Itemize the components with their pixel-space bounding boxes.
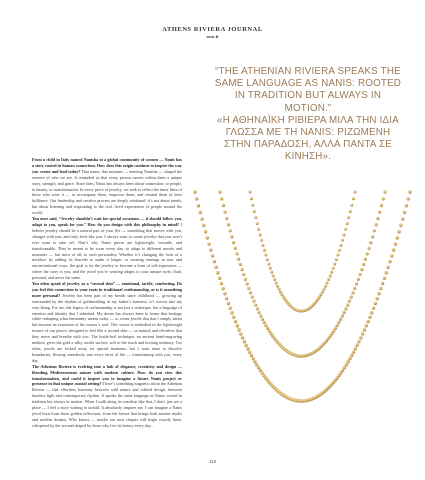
necklace-bead — [223, 210, 226, 213]
necklace-bead — [350, 204, 353, 207]
necklace-bead — [227, 302, 230, 305]
necklace-bead — [247, 287, 250, 290]
necklace-bead — [236, 324, 239, 327]
necklace-bead — [234, 320, 237, 323]
necklace-bead — [225, 297, 228, 300]
necklace-bead — [351, 291, 354, 294]
question-3: You often speak of jewelry as a “second skin” — emotional, tactile, comforting. Do you feel this connection to your roots in traditional craftsmanship, or is it something more personal? — [32, 281, 182, 298]
necklace-bead — [362, 263, 365, 266]
necklace-bead — [358, 273, 361, 276]
necklace-bead — [350, 354, 353, 357]
necklace-bead — [353, 287, 356, 290]
necklace-bead — [321, 290, 324, 293]
article-paragraph-1 — [32, 157, 182, 216]
necklace-bead — [357, 340, 360, 343]
answer-3: Jewelry has been part of my breath since childhood — growing up surrounded by the rhythm of goldsmithing in my father’s business, it’s woven into my very being. For me, the legacy of craftsmanship is not just a technique, but a language of emotion and identity that I inherited. My desire has always been to honor that heritage while reshaping what femininity means today — to create jewels that don’t simply adorn but become an extension of the wearer’s soul. This vision is embodied in the lightweight texture of our pieces, designed to feel like a second skin — so natural and effortless that they move and breathe with you. The boule-boil technique, an ancient hand-engraving method, gives the gold a silky, tactile surface, soft to the touch and inviting intimacy. Too often, jewels are locked away for special moments, but I want mine to dissolve boundaries, flowing seamlessly into every facet of life — transforming with you, every day. — [32, 292, 182, 363]
necklace-bead — [395, 236, 398, 239]
necklace-bead — [346, 222, 349, 225]
necklace-bead — [230, 311, 233, 314]
necklace-bead — [334, 327, 337, 330]
necklace-bead — [394, 242, 397, 245]
necklace-bead — [333, 262, 336, 265]
necklace-bead — [354, 347, 357, 350]
necklace-bead — [277, 288, 280, 291]
article-paragraph-4 — [32, 364, 182, 429]
necklace-bead — [339, 244, 342, 247]
necklace-bead — [335, 324, 338, 327]
necklace-bead — [397, 230, 400, 233]
necklace-bead — [200, 217, 203, 220]
necklace-bead — [229, 229, 232, 232]
necklace-bead — [225, 217, 228, 220]
necklace-bead — [330, 332, 333, 335]
necklace-bead — [401, 217, 404, 220]
necklace-bead — [341, 239, 344, 242]
necklace-bead — [380, 204, 383, 207]
necklace-bead — [276, 285, 279, 288]
necklace-bead — [252, 299, 255, 302]
necklace-bead — [370, 311, 373, 314]
necklace-bead — [269, 267, 272, 270]
necklace-bead — [361, 332, 364, 335]
necklace-bead — [343, 233, 346, 236]
pull-quote-english: “THE ATHENIAN RIVIERA SPEAKS THE SAME LANGUAGE AS NANIS: ROOTED IN TRADITION BUT ALWAYS IN MOTION.” — [214, 66, 402, 114]
pull-quote-greek: «Η ΑΘΗΝΑΪΚΗ ΡΙΒΙΕΡΑ ΜΙΛΑ ΤΗΝ ΙΔΙΑ ΓΛΩΣΣΑ ΜΕ ΤΗ NANIS: ΡΙΖΩΜΕΝΗ ΣΤΗΝ ΠΑΡΑΔΟΣΗ, ΑΛΛΑ ΠΑΝΤΑ ΣΕ ΚΙΝΗΣΗ». — [217, 114, 399, 163]
necklace-bead — [368, 315, 371, 318]
necklace-bead — [230, 235, 233, 238]
necklace-bead — [406, 197, 409, 200]
necklace-bead — [376, 217, 379, 220]
necklace-bead — [234, 247, 237, 250]
necklace-bead — [324, 285, 327, 288]
necklace-bead — [260, 239, 263, 242]
necklace-bead — [256, 222, 259, 225]
necklace-bead — [251, 357, 254, 360]
necklace-bead — [343, 311, 346, 314]
necklace-bead — [220, 197, 223, 200]
necklace-bead — [355, 282, 358, 285]
necklace-bead — [273, 278, 276, 281]
necklace-bead — [267, 262, 270, 265]
necklace-bead — [211, 254, 214, 257]
necklace-bead — [355, 344, 358, 347]
necklace-bead — [251, 204, 254, 207]
necklace-bead — [257, 228, 260, 231]
necklace-bead — [346, 360, 349, 363]
necklace-bead — [357, 278, 360, 281]
necklace-bead — [372, 306, 375, 309]
necklace-bead — [322, 288, 325, 291]
necklace-bead — [250, 354, 253, 357]
necklace-bead — [246, 347, 249, 350]
necklace-bead — [360, 268, 363, 271]
necklace-bead — [255, 363, 258, 366]
necklace-bead — [373, 229, 376, 232]
necklace-bead — [227, 223, 230, 226]
necklace-bead — [228, 306, 231, 309]
necklace-bead — [214, 266, 217, 269]
necklace-bead — [344, 307, 347, 310]
necklace-bead — [319, 293, 322, 296]
necklace-bead — [335, 258, 338, 261]
necklace-bead — [392, 248, 395, 251]
necklace-bead — [244, 278, 247, 281]
necklace-bead — [218, 190, 221, 193]
necklace-bead — [378, 210, 381, 213]
article-paragraph-2 — [32, 216, 182, 281]
necklace-bead — [364, 258, 367, 261]
necklace-bead — [257, 311, 260, 314]
necklace-bead — [390, 254, 393, 257]
necklace-bead — [347, 216, 350, 219]
necklace-bead — [250, 197, 253, 200]
answer-4: There’s something magnetic about the Athenian Riviera — that effortless harmony between wild nature and refined design, between timeless light and contemporary rhythm. It speaks the same language as Nanis: rooted in tradition but always in motion. When I walk along its coastline like that, I don’t just see a place — I feel a story waiting to unfold. It absolutely inspires me. I can imagine a Nanis jewel born from those golden reflections, from the breeze that brings both ancient myths and modern dreams. Who knows — maybe our next chapter will begin exactly there, whispered by the sea and shaped by those who live its beauty every day... — [32, 381, 182, 428]
necklace-bead — [270, 271, 273, 274]
necklace-bead — [382, 197, 385, 200]
necklace-bead — [254, 216, 257, 219]
necklace-bead — [377, 292, 380, 295]
necklace-bead — [213, 260, 216, 263]
necklace-bead — [197, 204, 200, 207]
necklace-bead — [254, 303, 257, 306]
necklace-bead — [259, 233, 262, 236]
necklace-bead — [337, 321, 340, 324]
question-2: You once said, “Jewelry shouldn’t wait for special occasions — it should follow you, adapt to you, speak for you.” How do you design with this philosophy in mind? — [32, 216, 182, 227]
necklace-bead — [381, 282, 384, 285]
necklace-bead — [235, 252, 238, 255]
necklace-bead — [388, 260, 391, 263]
necklace-bead — [244, 344, 247, 347]
necklace-bead — [326, 281, 329, 284]
necklace-bead — [266, 327, 269, 330]
necklace-image — [180, 190, 420, 460]
necklace-bead — [266, 258, 269, 261]
necklace-bead — [237, 258, 240, 261]
page-number: 110 — [208, 459, 217, 464]
necklace-bead — [332, 267, 335, 270]
necklace-bead — [199, 211, 202, 214]
necklace-bead — [350, 295, 353, 298]
necklace-bead — [399, 224, 402, 227]
question-4: The Athenian Riviera is evolving into a hub of elegance, creativity and design — blending Mediterranean nature with modern culture. How do you view this transformation, and could it inspire you to imagine a future Nanis project or presence in that unique coastal setting? — [32, 363, 182, 387]
necklace-bead — [251, 295, 254, 298]
necklace-bead — [240, 268, 243, 271]
necklace-bead — [332, 330, 335, 333]
necklace-bead — [207, 242, 210, 245]
necklace-bead — [249, 191, 252, 194]
magazine-title: ATHENS RIVIERA JOURNAL — [162, 26, 263, 33]
necklace-bead — [352, 197, 355, 200]
necklace-bead — [222, 204, 225, 207]
necklace-bead — [374, 223, 377, 226]
necklace-bead — [263, 321, 266, 324]
necklace-bead — [371, 235, 374, 238]
necklace-bead — [367, 247, 370, 250]
necklace-bead — [330, 271, 333, 274]
necklace-bead — [344, 228, 347, 231]
necklace-bead — [223, 292, 226, 295]
necklace-bead — [206, 236, 209, 239]
necklace-bead — [202, 224, 205, 227]
necklace-bead — [279, 290, 282, 293]
necklace-bead — [193, 190, 196, 193]
necklace-bead — [220, 282, 223, 285]
answer-1: That name, that moment — meeting Nanisha — shaped the essence of who we are. It reminded us that every person carries within them a unique story, strength, and grace. Since then, Nanis has always been about connection: to people, to beauty, to transformation. In every piece of jewelry, we seek to reflect the inner lines of those who wear it — to accompany them, empower them, and remind them of their brilliance. Our leadership and creative process are deeply relational: it’s not about trends, but about listening and responding to the real, lived experiences of people around the world. — [32, 168, 182, 216]
necklace-bead — [239, 263, 242, 266]
necklace-bead — [363, 328, 366, 331]
necklace-bead — [239, 332, 242, 335]
necklace-bead — [243, 340, 246, 343]
necklace-bead — [256, 307, 259, 310]
necklace-bead — [336, 254, 339, 257]
necklace-bead — [263, 249, 266, 252]
necklace-bead — [386, 266, 389, 269]
necklace-bead — [264, 254, 267, 257]
necklace-bead — [365, 324, 368, 327]
necklace-bead — [338, 249, 341, 252]
necklace-bead — [385, 271, 388, 274]
necklace-bead — [329, 274, 332, 277]
necklace-bead — [209, 248, 212, 251]
necklace-bead — [383, 276, 386, 279]
question-1: From a child in Italy named Nanisha to a global community of women — Nanis has a story rooted in human connection. How does this origin continue to inspire the way you create and lead today? — [32, 157, 182, 174]
necklace-bead — [204, 230, 207, 233]
necklace-bead — [221, 287, 224, 290]
necklace-bead — [349, 210, 352, 213]
necklace-bead — [354, 191, 357, 194]
section-label: own it — [206, 34, 219, 39]
necklace-bead — [383, 190, 386, 193]
necklace-bead — [261, 244, 264, 247]
necklace-bead — [264, 324, 267, 327]
necklace-bead — [242, 273, 245, 276]
necklace-bead — [245, 282, 248, 285]
necklace-bead — [259, 314, 262, 317]
necklace-bead — [359, 336, 362, 339]
pull-quote — [212, 66, 404, 164]
necklace-bead — [405, 204, 408, 207]
necklace-bead — [248, 350, 251, 353]
necklace-bead — [241, 336, 244, 339]
necklace-bead — [232, 315, 235, 318]
necklace-bead — [339, 318, 342, 321]
necklace-bead — [346, 303, 349, 306]
necklace-bead — [375, 297, 378, 300]
necklace-bead — [275, 281, 278, 284]
necklace-bead — [369, 241, 372, 244]
necklace-bead — [268, 330, 271, 333]
necklace-bead — [232, 241, 235, 244]
article-paragraph-3 — [32, 281, 182, 364]
necklace-bead — [272, 274, 275, 277]
masthead — [0, 26, 425, 39]
necklace-bead — [366, 252, 369, 255]
necklace-bead — [379, 287, 382, 290]
necklace-bead — [348, 357, 351, 360]
necklace-bead — [374, 302, 377, 305]
necklace-bead — [327, 278, 330, 281]
necklace-bead — [216, 271, 219, 274]
necklace-bead — [253, 210, 256, 213]
necklace-bead — [195, 197, 198, 200]
necklace-bead — [218, 276, 221, 279]
necklace-bead — [343, 366, 346, 369]
necklace-bead — [341, 314, 344, 317]
necklace-bead — [348, 299, 351, 302]
necklace-bead — [345, 363, 348, 366]
necklace-bead — [403, 211, 406, 214]
necklace-bead — [249, 291, 252, 294]
necklace-bead — [408, 190, 411, 193]
necklace-bead — [253, 360, 256, 363]
necklace-bead — [352, 350, 355, 353]
necklace-bead — [237, 328, 240, 331]
interview-article — [32, 157, 182, 429]
necklace-bead — [366, 320, 369, 323]
answer-2: I believe jewelry should be a natural part of your life — something that moves with you, changes with you, and truly feels like you. I always want to create jewelry that you won’t ever want to take off. That’s why Nanis pieces are lightweight, versatile, and transformable. They’re meant to be worn every day, to adapt to different moods and moments — but most of all, to each personality. Whether it’s changing the look of a necklace by adding its bracelet to make it longer, or wearing earrings in new and unconventional ways, the goal is for the jewelry to become a form of self-expression — where the story is you, and the jewel you’re wearing adapts to your unique style, fluid, personal, and never the same. — [32, 221, 182, 281]
necklace-bead — [261, 318, 264, 321]
